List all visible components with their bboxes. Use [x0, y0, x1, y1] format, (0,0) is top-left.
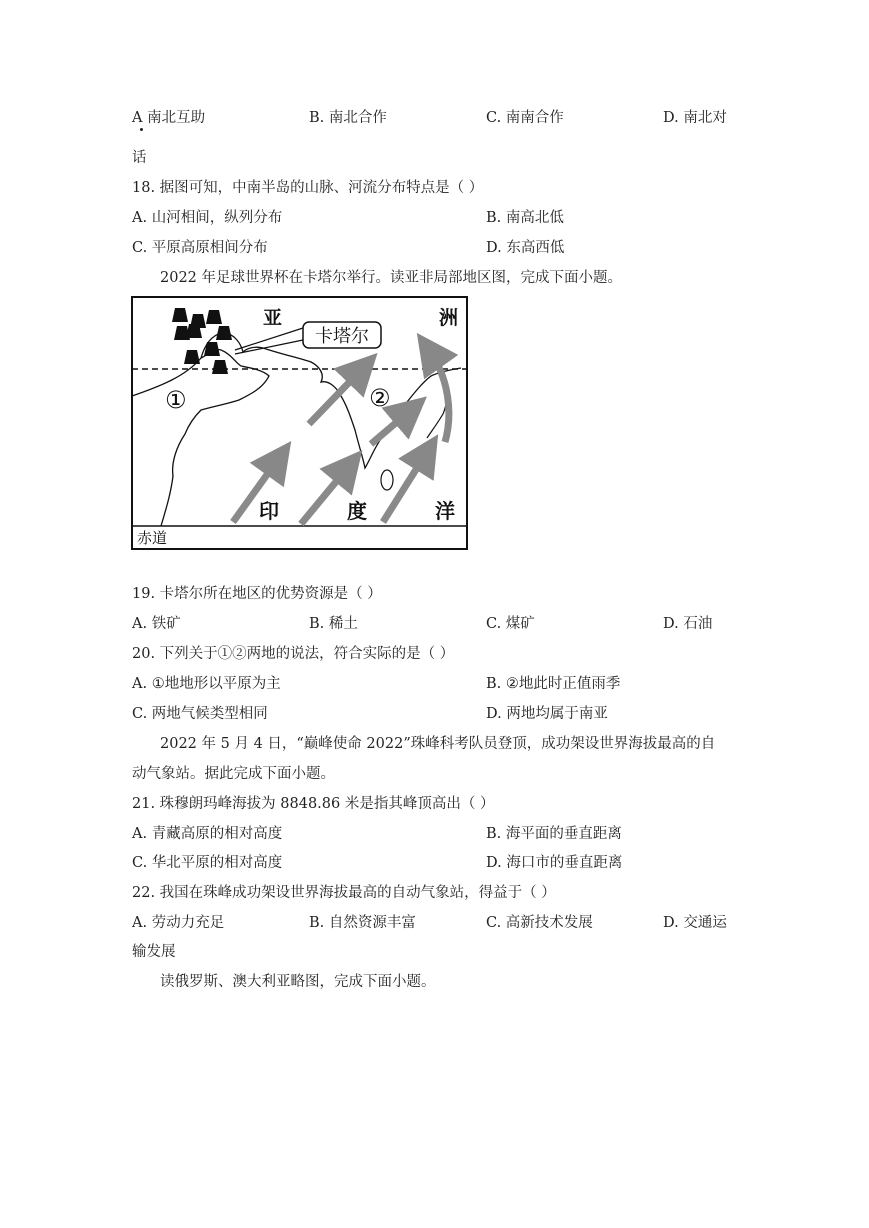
- q20-option-d: D. 两地均属于南亚: [486, 706, 608, 722]
- everest-intro-line-1: 2022 年 5 月 4 日，“巅峰使命 2022”珠峰科考队员登顶，成功架设世界海拔最高的自: [160, 736, 716, 752]
- q20-option-c: C. 两地气候类型相同: [132, 706, 268, 722]
- everest-intro-line-2: 动气象站。据此完成下面小题。: [132, 766, 335, 782]
- equator-label: 赤道: [137, 529, 168, 547]
- q17-option-b: B. 南北合作: [309, 110, 387, 126]
- q22-option-d: D. 交通运: [663, 915, 727, 931]
- q20-option-b: B. ②地此时正值雨季: [486, 676, 621, 692]
- q22-option-d-wrap: 输发展: [132, 944, 176, 960]
- worldcup-intro: 2022 年足球世界杯在卡塔尔举行。读亚非局部地区图，完成下面小题。: [160, 270, 623, 286]
- region-1-label: ①: [165, 386, 187, 414]
- q19-option-d: D. 石油: [663, 616, 713, 632]
- ocean-label-3: 洋: [435, 499, 455, 523]
- region-2-label: ②: [369, 384, 391, 412]
- ocean-label-1: 印: [259, 499, 279, 523]
- q18-option-a: A. 山河相间，纵列分布: [132, 210, 283, 226]
- sri-lanka: [381, 470, 393, 490]
- q17-option-d: D. 南北对: [663, 110, 727, 126]
- ocean-label-2: 度: [347, 499, 367, 523]
- q18-option-b: B. 南高北低: [486, 210, 564, 226]
- q21-option-a: A. 青藏高原的相对高度: [132, 826, 283, 842]
- q19-option-c: C. 煤矿: [486, 616, 535, 632]
- q18-option-d: D. 东高西低: [486, 240, 565, 256]
- asia-label-2: 洲: [439, 307, 459, 329]
- q22-option-a: A. 劳动力充足: [132, 915, 225, 931]
- q21-stem: 21. 珠穆朗玛峰海拔为 8848.86 米是指其峰顶高出（ ）: [132, 796, 495, 812]
- q22-option-b: B. 自然资源丰富: [309, 915, 416, 931]
- q17-option-d-wrap: 话: [132, 150, 147, 166]
- q20-stem: 20. 下列关于①②两地的说法，符合实际的是（ ）: [132, 646, 455, 662]
- q18-option-c: C. 平原高原相间分布: [132, 240, 268, 256]
- asia-label-1: 亚: [263, 307, 283, 329]
- q18-stem: 18. 据图可知，中南半岛的山脉、河流分布特点是（ ）: [132, 180, 484, 196]
- q22-stem: 22. 我国在珠峰成功架设世界海拔最高的自动气象站，得益于（ ）: [132, 885, 556, 901]
- russia-australia-intro: 读俄罗斯、澳大利亚略图，完成下面小题。: [160, 974, 436, 990]
- stray-dot: [140, 128, 143, 131]
- q17-option-a: A 南北互助: [132, 110, 206, 126]
- q22-option-c: C. 高新技术发展: [486, 915, 593, 931]
- q21-option-b: B. 海平面的垂直距离: [486, 826, 622, 842]
- qatar-label: 卡塔尔: [315, 326, 369, 347]
- q21-option-d: D. 海口市的垂直距离: [486, 855, 623, 871]
- asia-africa-map: [131, 296, 469, 554]
- q20-option-a: A. ①地地形以平原为主: [132, 676, 281, 692]
- q19-option-b: B. 稀土: [309, 616, 358, 632]
- q17-option-c: C. 南南合作: [486, 110, 564, 126]
- q19-stem: 19. 卡塔尔所在地区的优势资源是（ ）: [132, 586, 382, 602]
- q19-option-a: A. 铁矿: [132, 616, 181, 632]
- q21-option-c: C. 华北平原的相对高度: [132, 855, 283, 871]
